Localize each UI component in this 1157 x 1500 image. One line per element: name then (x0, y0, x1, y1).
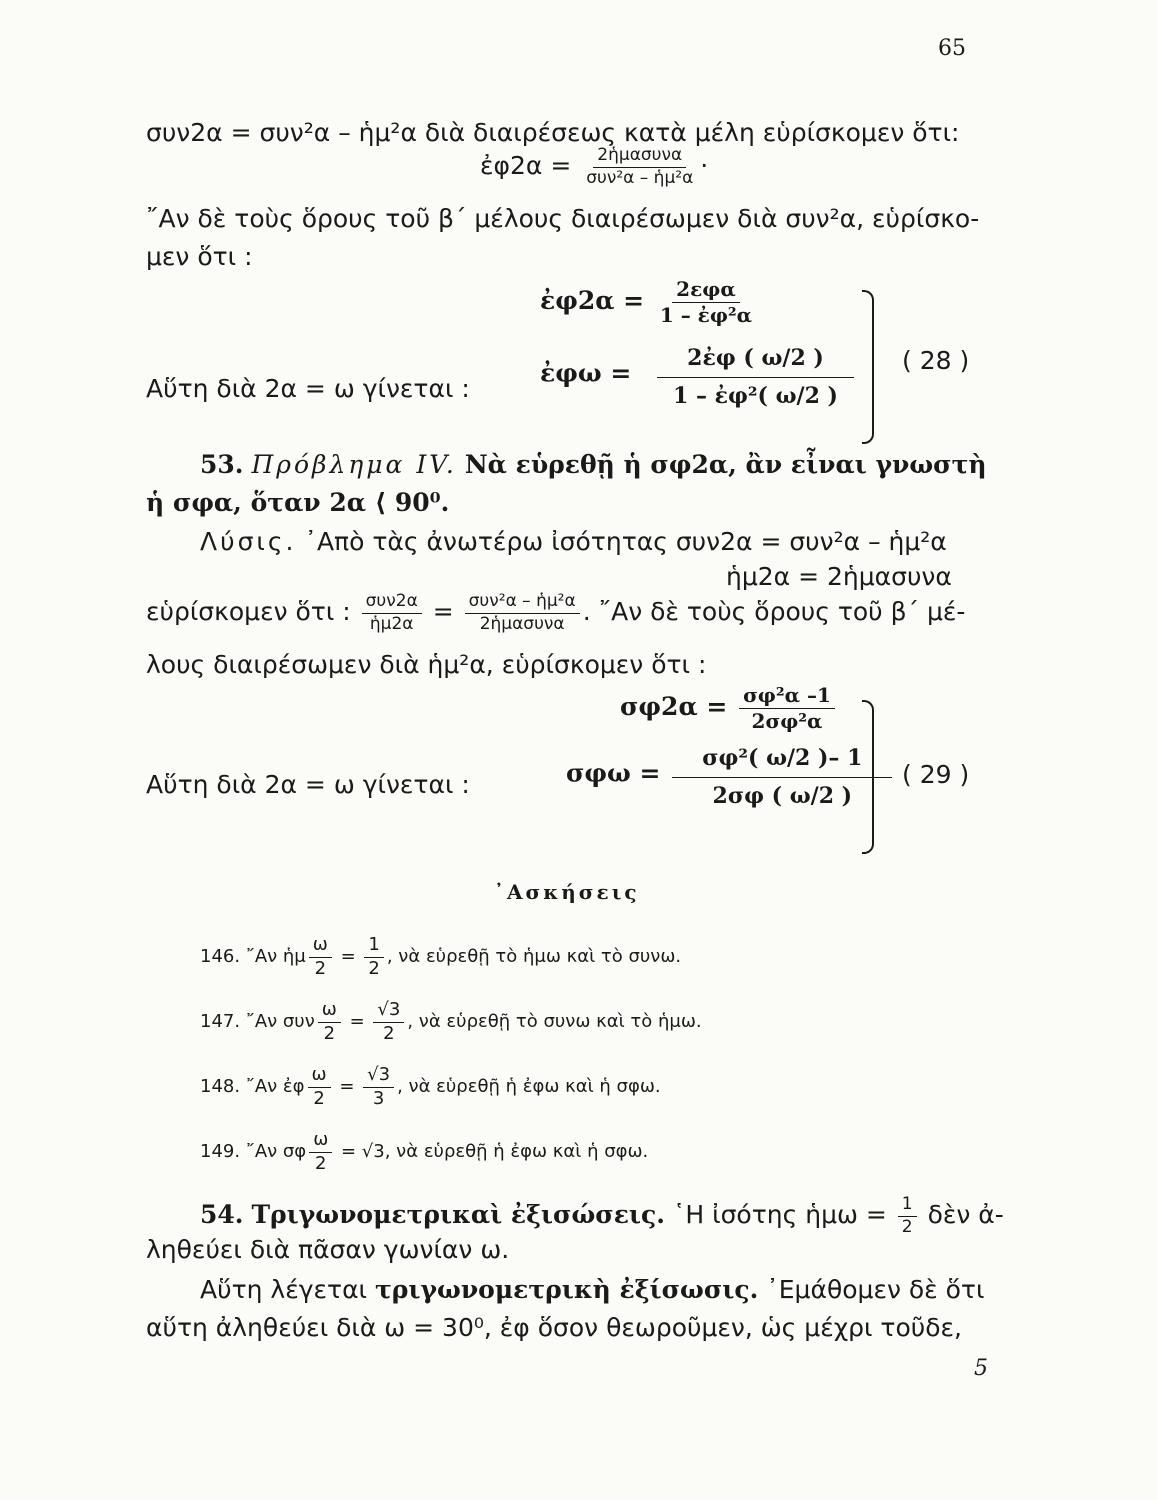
fraction-denominator: συν²α – ἡμ²α (586, 167, 694, 188)
text-line (200, 1275, 984, 1304)
fraction (318, 1000, 341, 1044)
equation-lhs: ἐφ2α = (480, 151, 572, 181)
fraction (739, 684, 835, 733)
fraction (362, 592, 422, 634)
formula-28-intro: Αὕτη διὰ 2α = ω γίνεται : (146, 374, 470, 403)
problem-title: Πρόβλημα IV. (251, 450, 457, 479)
exercise-146 (200, 935, 681, 979)
equals: = (339, 1076, 355, 1098)
fraction-denominator: 1 – ἐφ²( ω/2 ) (673, 383, 838, 410)
formula-28-line2 (540, 340, 871, 410)
exercise-number: 147. (200, 1011, 241, 1033)
equation-end: · (700, 151, 709, 181)
fraction (308, 1065, 331, 1109)
fraction-denominator: 2 (901, 1216, 913, 1237)
fraction-numerator: ω (309, 935, 332, 958)
text-line: συν2α = συν²α – ἡμ²α διὰ διαιρέσεως κατὰ μέλη εὑρίσκομεν ὅτι: (146, 118, 960, 147)
section-title: Τριγωνομετρικαὶ ἐξισώσεις. (251, 1200, 665, 1230)
fraction-denominator: 2 (383, 1022, 395, 1044)
fraction-numerator: συν2α (362, 592, 422, 614)
fraction-numerator: 2ἐφ ( ω/2 ) (657, 340, 854, 378)
solution-text: ἡμ2α = 2ἡμασυνα (726, 562, 952, 591)
term-bold: τριγωνομετρικὴ ἐξίσωσις. (374, 1275, 759, 1304)
fraction-numerator: σφ²α –1 (739, 684, 835, 709)
formula-28-line1 (540, 278, 759, 327)
exercise-text: , νὰ εὑρεθῇ τὸ συνω καὶ τὸ ἡμω. (407, 1011, 702, 1033)
text-line: μεν ὅτι : (146, 242, 253, 271)
section-text: Αὕτη λέγεται (200, 1275, 368, 1304)
exercise-number: 148. (200, 1076, 241, 1098)
fraction-numerator: 2ἡμασυνα (593, 146, 686, 168)
exercise-text: ῎Αν σφ (245, 1141, 307, 1163)
fraction (465, 592, 580, 634)
section-54-heading (200, 1195, 1004, 1237)
fraction-denominator: 2 (323, 1022, 336, 1044)
exercise-text: , νὰ εὑρεθῇ ἡ ἐφω καὶ ἡ σφω. (384, 1141, 649, 1163)
text-line: αὕτη ἀληθεύει διὰ ω = 30⁰, ἐφ ὅσον θεωροῦμεν, ὡς μέχρι τοῦδε, (146, 1313, 962, 1342)
fraction (898, 1195, 917, 1237)
equals: = √3 (341, 1141, 385, 1163)
fraction-numerator: ω (308, 1065, 331, 1088)
fraction (373, 1000, 404, 1044)
fraction-denominator: 2ἡμασυνα (479, 613, 565, 634)
fraction (364, 935, 383, 979)
section-number: 54. (200, 1200, 244, 1230)
solution-line (200, 527, 947, 556)
formula-29-line2 (566, 740, 895, 810)
fraction (672, 740, 892, 810)
problem-number: 53. (200, 450, 244, 479)
exercise-number: 146. (200, 946, 241, 968)
equation-label-28: ( 28 ) (902, 346, 970, 375)
formula-29-line1 (620, 684, 838, 733)
formula-29-intro: Αὕτη διὰ 2α = ω γίνεται : (146, 770, 470, 799)
text: εὑρίσκομεν ὅτι : (146, 597, 351, 627)
text: ῎Αν δὲ τοὺς ὅρους τοῦ β΄ μέ- (598, 597, 966, 627)
exercise-149 (200, 1130, 648, 1174)
text-line: ληθεύει διὰ πᾶσαν γωνίαν ω. (146, 1235, 510, 1264)
section-text: ᾿Εμάθομεν δὲ ὅτι (766, 1275, 985, 1304)
fraction (656, 278, 756, 327)
fraction-numerator: σφ²( ω/2 )– 1 (672, 740, 892, 778)
problem-53-heading (200, 450, 987, 479)
solution-fraction-line: εὑρίσκομεν ὅτι : $\frac{\text{συν2α}}{\text{ἡμ2α}}$ = $\frac{\text{συν²α – ἡμ²α}}{\text{2ἡμασυνα}}$ . ῎Αν δὲ τοὺς ὅρους τοῦ β΄ μέ- (146, 591, 966, 634)
section-text: ῾Η ἰσότης ἡμω = (672, 1200, 887, 1230)
problem-text: ἡ σφα, ὅταν 2α ⟨ 90⁰. (146, 488, 450, 517)
equals: = (340, 946, 356, 968)
exercise-text: ῎Αν συν (245, 1011, 315, 1033)
fraction (643, 340, 868, 410)
text-line: ῎Αν δὲ τοὺς ὅρους τοῦ β΄ μέλους διαιρέσωμεν διὰ συν²α, εὑρίσκο- (146, 204, 980, 233)
fraction-numerator: συν²α – ἡμ²α (465, 592, 580, 614)
exercise-text: ῎Αν ἡμ (245, 946, 306, 968)
brace (862, 290, 874, 444)
fraction-numerator: ω (318, 1000, 341, 1023)
fraction-denominator: ἡμ2α (369, 613, 414, 634)
exercise-text: , νὰ εὑρεθῇ τὸ ἡμω καὶ τὸ συνω. (386, 946, 682, 968)
text-line: λους διαιρέσωμεν διὰ ἡμ²α, εὑρίσκομεν ὅτι : (146, 650, 707, 679)
exercises-heading: ᾿Ασκήσεις (494, 880, 640, 904)
exercise-147 (200, 1000, 702, 1044)
fraction-denominator: 2σφ²α (751, 709, 823, 733)
fraction (582, 146, 697, 188)
equation-label-29: ( 29 ) (902, 760, 970, 789)
fraction-denominator: 2 (314, 957, 327, 979)
fraction-numerator: ω (309, 1130, 332, 1153)
fraction-denominator: 1 – ἐφ²α (659, 303, 753, 327)
brace (862, 700, 874, 854)
formula-lhs: σφ2α = (620, 692, 728, 721)
formula-lhs: ἐφ2α = (540, 286, 645, 315)
exercise-number: 149. (200, 1141, 241, 1163)
fraction-denominator: 2 (368, 957, 380, 979)
exercise-148 (200, 1065, 661, 1109)
solution-label: Λύσις. (200, 527, 297, 556)
fraction (363, 1065, 394, 1109)
fraction-denominator: 2 (313, 1087, 325, 1109)
exercise-text: , νὰ εὑρεθῇ ἡ ἐφω καὶ ἡ σφω. (397, 1076, 661, 1098)
fraction-numerator: 1 (898, 1195, 917, 1217)
problem-text: Νὰ εὑρεθῇ ἡ σφ2α, ἂν εἶναι γνωστὴ (464, 450, 987, 479)
exercise-text: ῎Αν ἐφ (245, 1076, 305, 1098)
fraction (309, 935, 332, 979)
page-number: 65 (938, 36, 966, 61)
fraction-numerator: √3 (373, 1000, 404, 1023)
section-text: δὲν ἀ- (927, 1200, 1004, 1230)
solution-text: ᾿Απὸ τὰς ἀνωτέρω ἰσότητας συν2α = συν²α – ἡμ²α (304, 527, 947, 556)
fraction-denominator: 2σφ ( ω/2 ) (712, 783, 853, 810)
fraction-denominator: 3 (372, 1087, 385, 1109)
equals: = (349, 1011, 365, 1033)
formula-lhs: σφω = (566, 758, 661, 788)
fraction (309, 1130, 332, 1174)
equation-ef2a (480, 146, 708, 188)
formula-lhs: ἐφω = (540, 358, 632, 388)
fraction-denominator: 2 (315, 1152, 327, 1174)
footer-page-number: 5 (974, 1356, 988, 1381)
fraction-numerator: 1 (364, 935, 383, 958)
fraction-numerator: √3 (363, 1065, 394, 1088)
fraction-numerator: 2εφα (672, 278, 740, 303)
